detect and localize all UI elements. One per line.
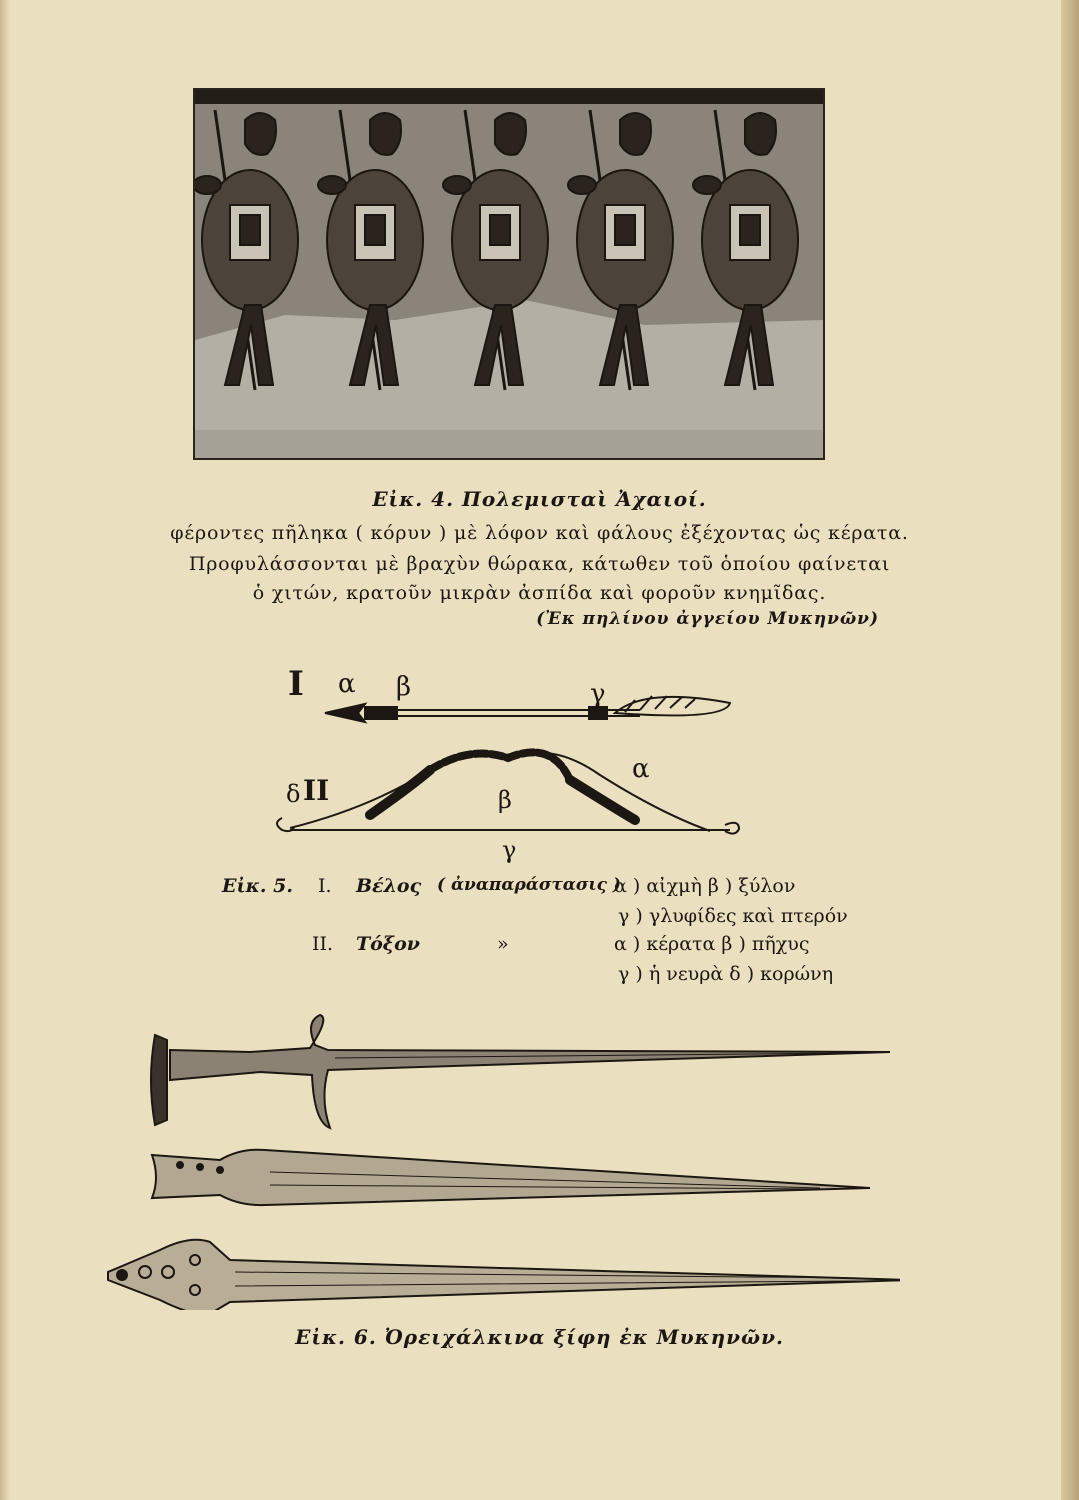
sword-1 [151,1015,890,1128]
bow-part-g-label: γ [502,836,517,864]
legend-row-2-number: II. [312,933,334,955]
figure-4-text-line: Προφυλάσσονται μὲ βραχὺν θώρακα, κάτωθεν τοῦ ὁποίου φαίνεται [188,553,891,575]
swords-illustration [100,1010,900,1310]
arrow-bow-diagram [270,660,750,865]
legend-row-2-ditto: » [497,933,509,955]
legend-row-1-number: I. [318,875,332,897]
figure-5-label: Εἰκ. 5. [222,875,293,897]
bow-part-d-label: δ [286,780,301,808]
legend-row-2-parts: α ) κέρατα β ) πῆχυς [614,933,810,955]
bow-part-a-label: α [632,754,650,784]
legend-row-1-parts-continued: γ ) γλυφίδες καὶ πτερόν [618,905,848,927]
figure-4-source: (Ἐκ πηλίνου ἀγγείου Μυκηνῶν) [536,609,879,629]
page-edge [1061,0,1079,1500]
arrow-number-label: I [288,664,304,704]
figure-6-title: Εἰκ. 6. Ὀρειχάλκινα ξίφη ἐκ Μυκηνῶν. [295,1325,784,1349]
figure-4-text-line: ὁ χιτών, κρατοῦν μικρὰν ἀσπίδα καὶ φοροῦν κνημῖδας. [252,582,827,604]
legend-row-1-name: Βέλος [356,875,422,897]
legend-row-1-parts: α ) αἰχμὴ β ) ξύλον [614,875,796,897]
figure-4-text-line: φέροντες πῆληκα ( κόρυν ) μὲ λόφον καὶ φάλους ἐξέχοντας ὡς κέρατα. [170,522,909,544]
bow-number-label: II [303,774,330,807]
bow-part-b-label: β [498,786,512,814]
arrow-part-g-label: γ [590,679,606,709]
legend-row-2-parts-continued: γ ) ἡ νευρὰ δ ) κορώνη [618,963,834,985]
arrow-part-b-label: β [396,672,412,702]
legend-row-2-name: Τόξον [356,933,420,955]
sword-3 [108,1240,900,1310]
page-edge [0,0,10,1500]
figure-4-title: Εἰκ. 4. Πολεμισταὶ Ἀχαιοί. [372,487,707,511]
warrior-vase-image [193,88,825,460]
sword-2 [152,1150,870,1205]
legend-row-1-note: ( ἀναπαράστασις ) [437,875,621,895]
arrow-part-a-label: α [338,669,356,699]
